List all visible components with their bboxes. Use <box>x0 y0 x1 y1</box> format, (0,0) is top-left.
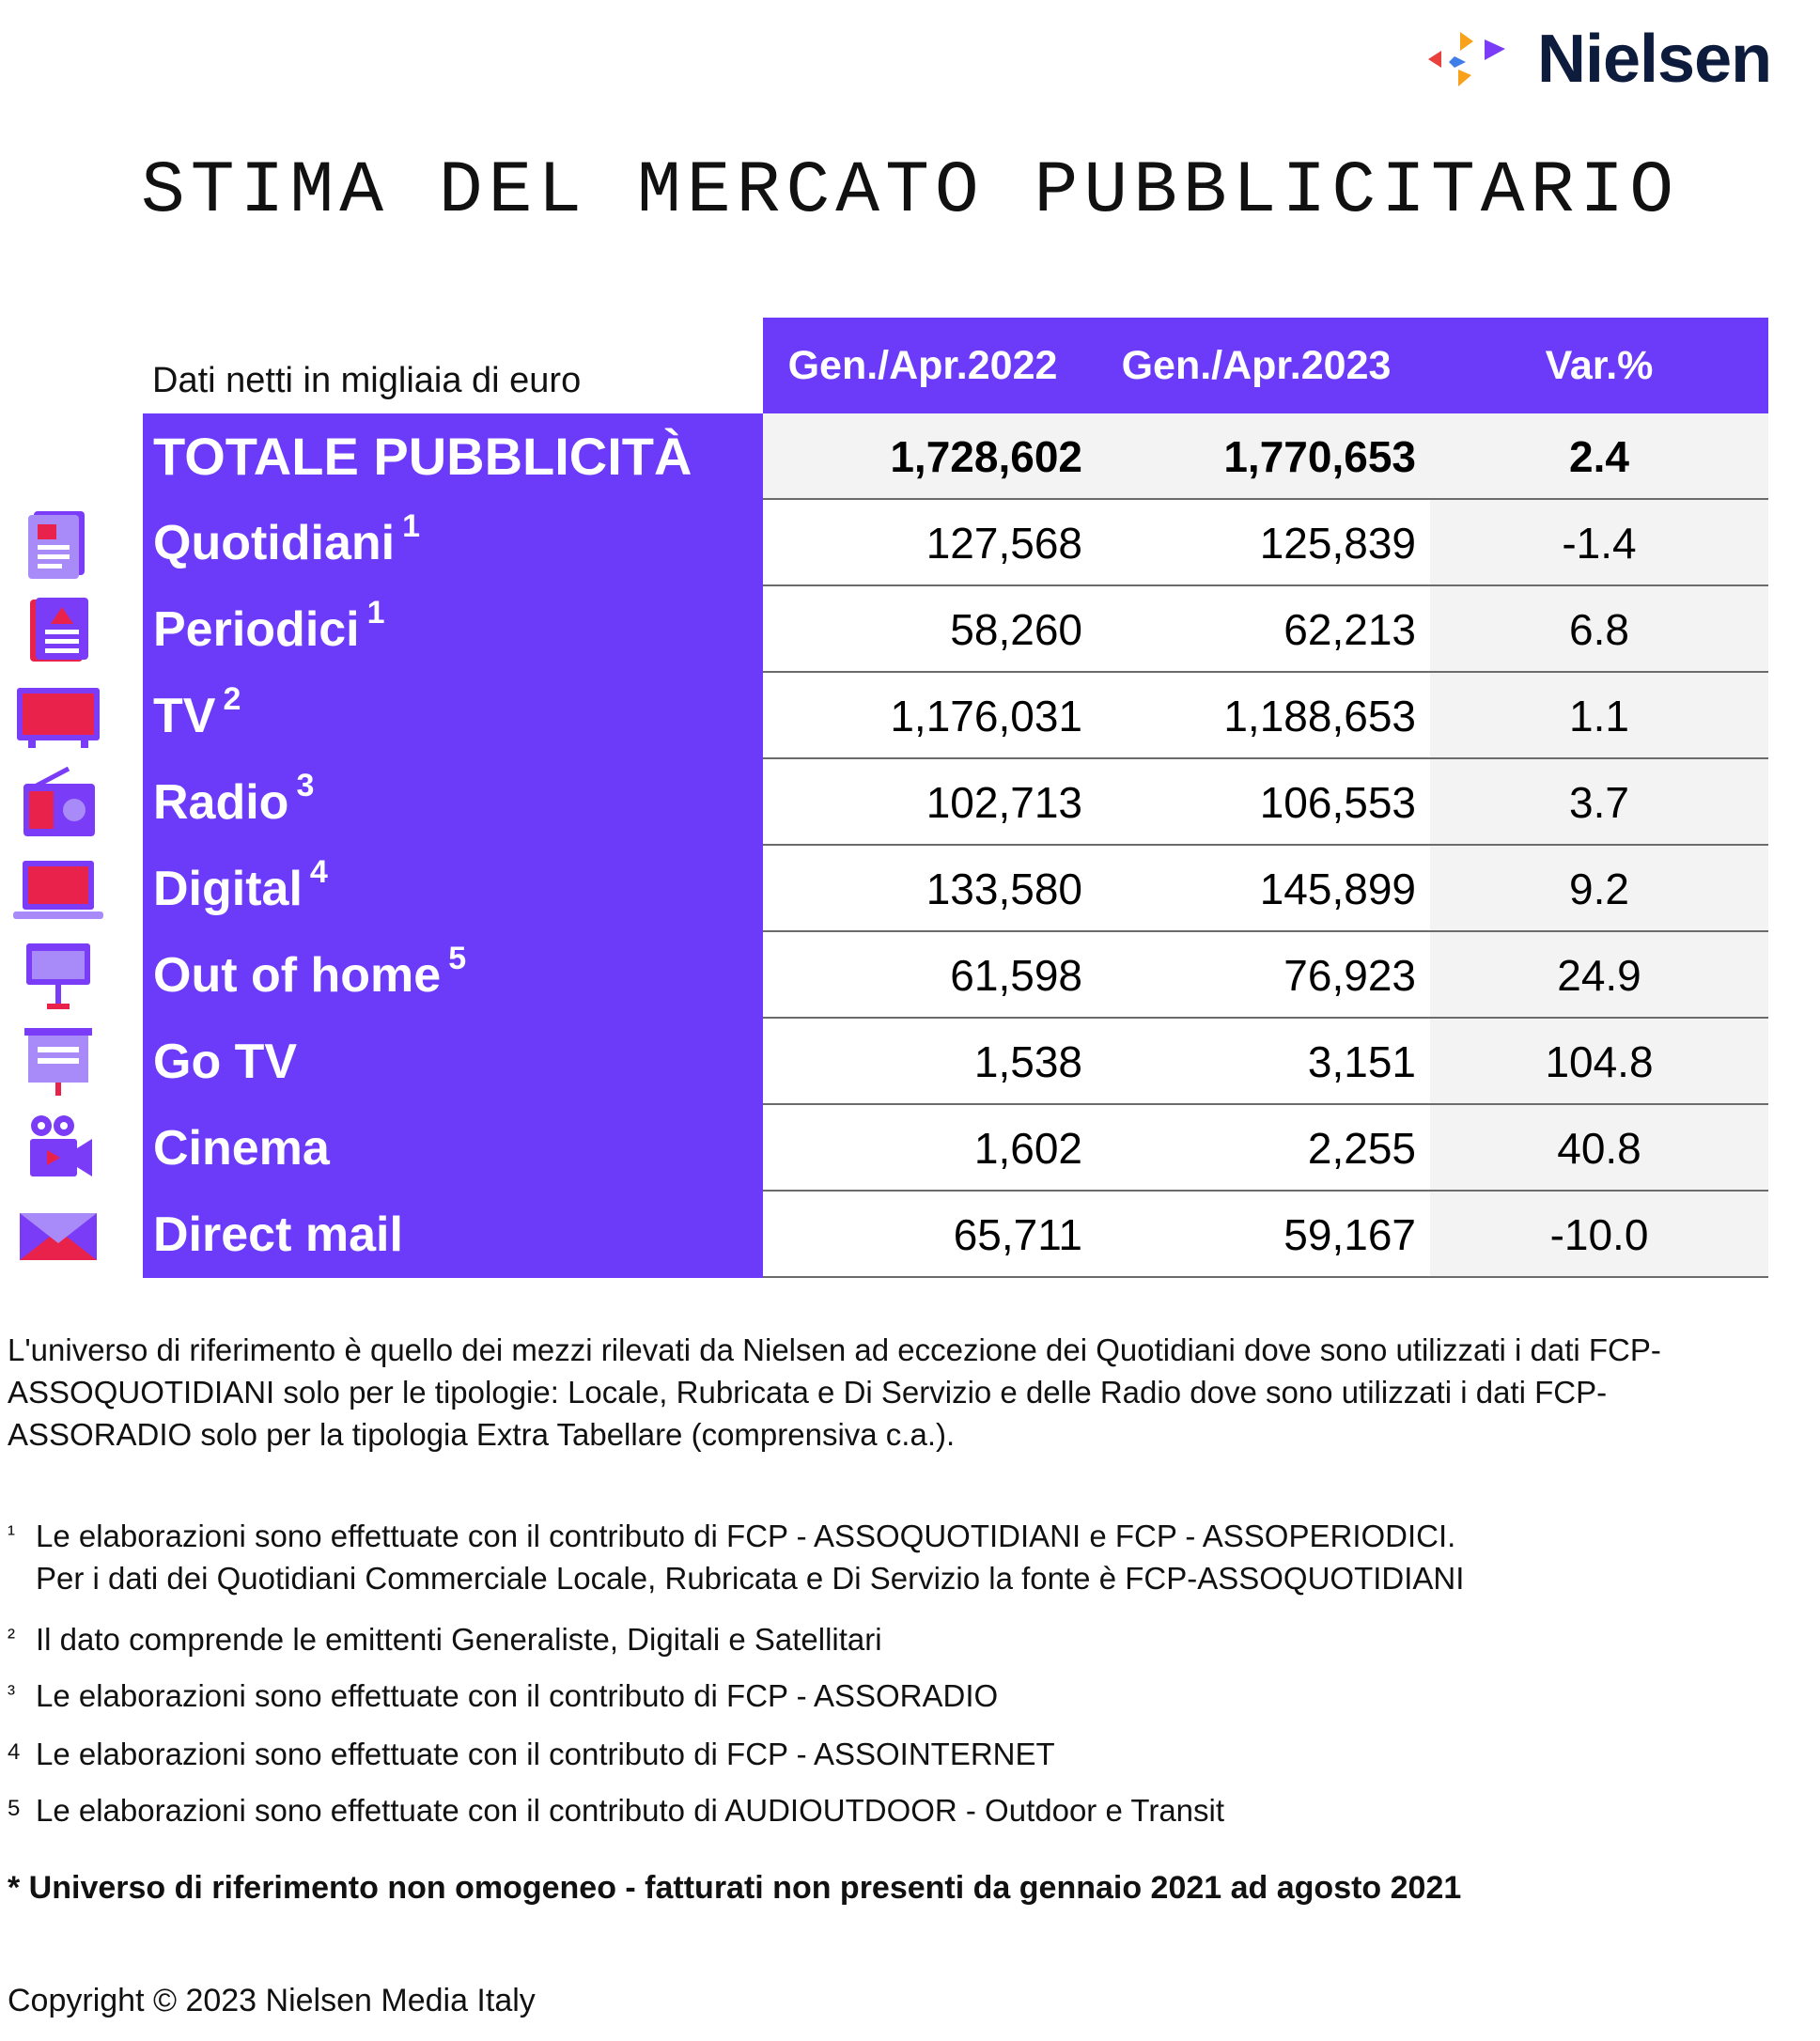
value-var: -1.4 <box>1430 500 1768 586</box>
table-row <box>0 759 1820 846</box>
value-2022: 133,580 <box>926 865 1082 913</box>
value-var: 104.8 <box>1430 1019 1768 1105</box>
footnote-number: ¹ <box>8 1521 15 1547</box>
table-row <box>0 673 1820 759</box>
value-2023: 1,188,653 <box>1223 692 1416 740</box>
row-label: Digital $^4$ <box>153 853 328 916</box>
copyright: Copyright © 2023 Nielsen Media Italy <box>8 1983 536 2018</box>
footnote-number: ³ <box>8 1681 15 1706</box>
universe-note-line: L'universo di riferimento è quello dei mezzi rilevati da Nielsen ad eccezione dei Quotidiani dove sono utilizzati i dati FCP- <box>8 1332 1661 1367</box>
value-2022: 61,598 <box>950 951 1082 1000</box>
row-label: TV $^2$ <box>153 680 241 743</box>
footnote-text: Le elaborazioni sono effettuate con il contributo di FCP - ASSORADIO <box>36 1678 999 1713</box>
presentation-screen-icon <box>11 1019 105 1105</box>
footnote-text-continued: Per i dati dei Quotidiani Commerciale Locale, Rubricata e Di Servizio la fonte è FCP-ASSOQUOTIDIANI <box>36 1561 1465 1596</box>
footnote-text: Le elaborazioni sono effettuate con il contributo di FCP - ASSOQUOTIDIANI e FCP - ASSOPERIODICI. <box>36 1519 1456 1553</box>
nielsen-logo <box>1428 21 1771 98</box>
table-row <box>0 1019 1820 1105</box>
table-row <box>0 500 1820 586</box>
value-var: 3.7 <box>1430 759 1768 846</box>
value-2022: 65,711 <box>953 1210 1082 1259</box>
value-var: 9.2 <box>1430 846 1768 932</box>
table-row <box>0 586 1820 673</box>
value-2022: 1,602 <box>973 1124 1082 1173</box>
page-title: STIMA DEL MERCATO PUBBLICITARIO <box>140 150 1680 233</box>
table-row <box>0 1192 1820 1278</box>
newspaper-icon <box>11 500 105 586</box>
footnote-ref: 5 <box>448 940 467 976</box>
footnote-ref: 4 <box>309 853 328 890</box>
laptop-icon <box>11 846 105 932</box>
value-2022: 1,176,031 <box>890 692 1082 740</box>
row-label: Go TV <box>153 1035 298 1089</box>
nielsen-logo-mark-icon <box>1428 26 1524 92</box>
footnote-ref: 1 <box>366 594 385 631</box>
header-var: Var.% <box>1545 343 1654 388</box>
value-2023: 106,553 <box>1259 778 1416 827</box>
value-2023: 2,255 <box>1307 1124 1416 1173</box>
value-2023: 62,213 <box>1283 605 1416 654</box>
footnote <box>8 1733 1055 1775</box>
universe-disclaimer: * Universo di riferimento non omogeneo - fatturati non presenti da gennaio 2021 ad agosto 2021 <box>8 1870 1462 1906</box>
value-2023: 3,151 <box>1307 1037 1416 1086</box>
value-var: 6.8 <box>1430 586 1768 673</box>
value-var: -10.0 <box>1430 1192 1768 1278</box>
value-2022: 1,538 <box>973 1037 1082 1086</box>
row-label: Cinema <box>153 1121 330 1176</box>
footnote-text: Il dato comprende le emittenti Generaliste, Digitali e Satellitari <box>36 1622 882 1657</box>
footnote-ref: 2 <box>223 680 241 717</box>
table-row <box>0 846 1820 932</box>
footnote-ref: 1 <box>402 507 421 544</box>
envelope-icon <box>11 1192 105 1278</box>
value-2022: 1,728,602 <box>890 432 1082 481</box>
value-var: 24.9 <box>1430 932 1768 1019</box>
row-label: TOTALE PUBBLICITÀ <box>153 427 692 486</box>
row-label: Out of home $^5$ <box>153 940 467 1003</box>
universe-note-line: ASSORADIO solo per la tipologia Extra Tabellare (comprensiva c.a.). <box>8 1417 956 1452</box>
universe-note-line: ASSOQUOTIDIANI solo per le tipologie: Locale, Rubricata e Di Servizio e delle Radio dove sono utilizzati i dati FCP- <box>8 1375 1608 1410</box>
value-2023: 59,167 <box>1283 1210 1416 1259</box>
header-2022: Gen./Apr.2022 <box>787 343 1058 388</box>
tv-icon <box>11 673 105 759</box>
nielsen-logo-text: Nielsen <box>1537 22 1772 97</box>
value-2023: 125,839 <box>1259 519 1416 568</box>
value-var: 2.4 <box>1569 432 1629 481</box>
value-2022: 127,568 <box>926 519 1082 568</box>
footnote <box>8 1675 998 1717</box>
row-label: Direct mail <box>153 1207 403 1262</box>
value-2023: 145,899 <box>1259 865 1416 913</box>
table-row <box>0 932 1820 1019</box>
row-label: Radio $^3$ <box>153 767 315 830</box>
footnote <box>8 1789 1224 1831</box>
value-var: 1.1 <box>1430 673 1768 759</box>
value-var: 40.8 <box>1430 1105 1768 1192</box>
value-2023: 76,923 <box>1283 951 1416 1000</box>
footnote-number: 4 <box>8 1739 21 1765</box>
row-divider <box>763 1276 1768 1278</box>
footnote-text: Le elaborazioni sono effettuate con il contributo di FCP - ASSOINTERNET <box>36 1737 1055 1771</box>
footnote-number: 5 <box>8 1796 21 1821</box>
radio-icon <box>11 759 105 846</box>
value-2022: 58,260 <box>950 605 1082 654</box>
footnote <box>8 1618 882 1660</box>
value-2023: 1,770,653 <box>1223 432 1416 481</box>
unit-label: Dati netti in migliaia di euro <box>152 361 582 400</box>
header-2023: Gen./Apr.2023 <box>1121 343 1392 388</box>
footnote-ref: 3 <box>296 767 315 803</box>
movie-camera-icon <box>11 1105 105 1192</box>
footnote-text: Le elaborazioni sono effettuate con il contributo di AUDIOUTDOOR - Outdoor e Transit <box>36 1793 1225 1828</box>
table-row-total <box>0 413 1820 500</box>
magazine-icon <box>11 586 105 673</box>
footnote-number: ² <box>8 1625 15 1650</box>
row-label: Periodici $^1$ <box>153 594 385 657</box>
row-label: Quotidiani $^1$ <box>153 507 421 570</box>
table-row <box>0 1105 1820 1192</box>
value-2022: 102,713 <box>926 778 1082 827</box>
billboard-icon <box>11 932 105 1019</box>
footnote <box>8 1515 1465 1596</box>
